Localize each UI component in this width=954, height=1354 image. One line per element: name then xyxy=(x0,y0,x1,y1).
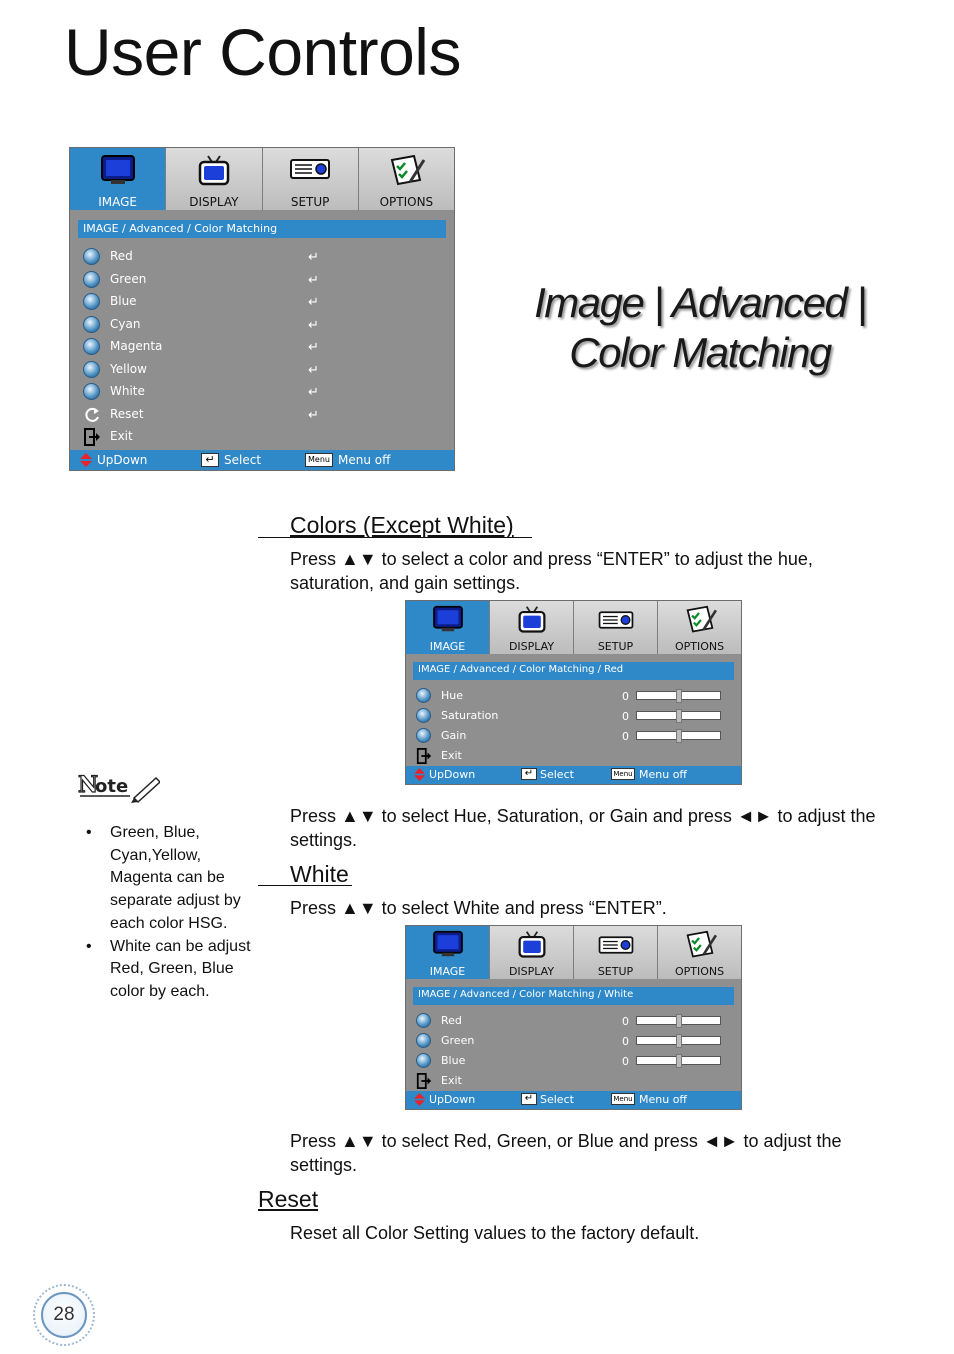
tab-image[interactable]: IMAGE xyxy=(70,148,166,210)
footer-select: Select xyxy=(224,453,262,467)
note-item: • White can be adjust Red, Green, Blue color by each. xyxy=(86,936,258,1004)
menu-key-icon: Menu xyxy=(611,1093,635,1105)
osd-item-blue[interactable]: Blue 0 xyxy=(406,1051,741,1071)
osd-item-magenta[interactable]: Magenta ↵ xyxy=(70,336,454,359)
color-circle-icon xyxy=(416,708,431,723)
osd-tab-bar xyxy=(406,926,741,979)
hue-slider[interactable] xyxy=(636,691,721,700)
colors-heading: Colors (Except White) xyxy=(290,512,514,538)
enter-icon: ↵ xyxy=(308,295,319,310)
tv-icon xyxy=(516,605,548,635)
enter-key-icon: ↵ xyxy=(521,768,537,780)
checklist-icon xyxy=(682,930,718,960)
projector-icon xyxy=(596,932,636,958)
osd-item-exit[interactable]: Exit xyxy=(70,426,454,449)
enter-key-icon: ↵ xyxy=(201,453,219,467)
osd-item-green[interactable]: Green ↵ xyxy=(70,269,454,292)
projector-icon xyxy=(596,607,636,633)
exit-icon xyxy=(83,428,101,446)
white-heading: White xyxy=(290,861,349,887)
enter-icon: ↵ xyxy=(308,407,319,423)
tab-image[interactable]: IMAGE xyxy=(406,926,490,979)
exit-icon xyxy=(416,748,432,764)
colors-paragraph-1: Press ▲▼ to select a color and press “ENTER” to adjust the hue, saturation, and gain settings. xyxy=(290,549,813,593)
tab-display[interactable]: DISPLAY xyxy=(490,926,574,979)
red-slider-knob[interactable] xyxy=(676,1014,682,1028)
updown-icon xyxy=(414,768,425,781)
footer-select: Select xyxy=(540,768,574,781)
osd-menu-red xyxy=(405,600,742,785)
osd-item-red[interactable]: Red ↵ xyxy=(70,246,454,269)
osd-footer xyxy=(406,766,741,784)
tab-display[interactable]: DISPLAY xyxy=(490,601,574,654)
checklist-icon xyxy=(682,605,718,635)
note-logo-icon xyxy=(76,770,160,814)
osd-footer xyxy=(70,450,454,470)
checklist-icon xyxy=(386,154,426,188)
note-item: • Green, Blue, Cyan,Yellow, Magenta can be separate adjust by each color HSG. xyxy=(86,822,258,936)
reset-icon xyxy=(83,406,101,424)
footer-updown: UpDown xyxy=(429,768,476,781)
reset-paragraph: Reset all Color Setting values to the factory default. xyxy=(290,1223,700,1243)
enter-icon: ↵ xyxy=(308,340,319,355)
enter-icon: ↵ xyxy=(308,385,319,400)
section-title-line1: Image | Advanced | xyxy=(534,279,866,326)
gain-slider[interactable] xyxy=(636,731,721,740)
svg-text:N: N xyxy=(78,772,99,798)
enter-icon: ↵ xyxy=(308,362,319,378)
enter-icon: ↵ xyxy=(308,317,319,333)
green-slider-knob[interactable] xyxy=(676,1034,682,1048)
osd-menu-white xyxy=(405,925,742,1110)
tab-options[interactable]: OPTIONS xyxy=(359,148,454,210)
osd-item-white[interactable]: White ↵ xyxy=(70,381,454,404)
color-circle-icon xyxy=(416,1033,431,1048)
osd-item-exit[interactable]: Exit xyxy=(406,746,741,766)
projector-icon xyxy=(288,154,332,184)
osd-item-exit[interactable]: Exit xyxy=(406,1071,741,1091)
osd-item-hue[interactable]: Hue 0 xyxy=(406,686,741,706)
color-circle-icon xyxy=(83,293,100,310)
tv-icon xyxy=(516,930,548,960)
tab-options[interactable]: OPTIONS xyxy=(658,601,741,654)
colors-paragraph-2: Press ▲▼ to select Hue, Saturation, or Gain and press ◄► to adjust the settings. xyxy=(290,806,876,850)
osd-tab-bar xyxy=(70,148,454,210)
tab-setup[interactable]: SETUP xyxy=(574,926,658,979)
blue-slider-knob[interactable] xyxy=(676,1054,682,1068)
section-title-line2: Color Matching xyxy=(569,329,831,376)
tab-image[interactable]: IMAGE xyxy=(406,601,490,654)
tab-display[interactable]: DISPLAY xyxy=(166,148,262,210)
updown-icon xyxy=(414,1093,425,1106)
color-circle-icon xyxy=(83,248,100,265)
color-circle-icon xyxy=(416,1013,431,1028)
color-circle-icon xyxy=(83,316,100,333)
white-paragraph-2: Press ▲▼ to select Red, Green, or Blue and press ◄► to adjust the settings. xyxy=(290,1131,842,1175)
note-list xyxy=(86,822,258,1004)
updown-icon xyxy=(80,453,92,467)
tab-options[interactable]: OPTIONS xyxy=(658,926,741,979)
monitor-icon xyxy=(431,605,465,633)
footer-menu-off: Menu off xyxy=(639,1093,688,1106)
osd-item-reset[interactable]: Reset ↵ xyxy=(70,404,454,427)
color-circle-icon xyxy=(416,688,431,703)
svg-text:ote: ote xyxy=(95,776,129,797)
osd-breadcrumb: IMAGE / Advanced / Color Matching / Red xyxy=(413,662,734,680)
tv-icon xyxy=(196,154,232,188)
enter-icon: ↵ xyxy=(308,250,319,265)
green-slider[interactable] xyxy=(636,1036,721,1045)
reset-heading: Reset xyxy=(258,1186,319,1212)
gain-slider-knob[interactable] xyxy=(676,729,682,743)
osd-item-saturation[interactable]: Saturation 0 xyxy=(406,706,741,726)
hue-slider-knob[interactable] xyxy=(676,689,682,703)
osd-breadcrumb: IMAGE / Advanced / Color Matching xyxy=(78,220,446,238)
tab-setup[interactable]: SETUP xyxy=(574,601,658,654)
color-circle-icon xyxy=(83,383,100,400)
menu-key-icon: Menu xyxy=(305,453,333,467)
osd-item-red[interactable]: Red 0 xyxy=(406,1011,741,1031)
color-circle-icon xyxy=(416,728,431,743)
page-number: 28 xyxy=(41,1292,87,1338)
monitor-icon xyxy=(431,930,465,958)
enter-icon: ↵ xyxy=(308,272,319,288)
osd-item-gain[interactable]: Gain 0 xyxy=(406,726,741,746)
footer-select: Select xyxy=(540,1093,574,1106)
red-slider[interactable] xyxy=(636,1016,721,1025)
color-circle-icon xyxy=(83,361,100,378)
color-circle-icon xyxy=(83,271,100,288)
osd-footer xyxy=(406,1091,741,1109)
blue-slider[interactable] xyxy=(636,1056,721,1065)
page-title: User Controls xyxy=(64,15,461,89)
monitor-icon xyxy=(99,154,137,186)
footer-menu-off: Menu off xyxy=(639,768,688,781)
page-number-badge xyxy=(33,1284,95,1346)
footer-updown: UpDown xyxy=(97,453,148,467)
osd-breadcrumb: IMAGE / Advanced / Color Matching / White xyxy=(413,987,734,1005)
osd-tab-bar xyxy=(406,601,741,654)
footer-updown: UpDown xyxy=(429,1093,476,1106)
osd-item-cyan[interactable]: Cyan ↵ xyxy=(70,314,454,337)
osd-item-blue[interactable]: Blue ↵ xyxy=(70,291,454,314)
section-title xyxy=(490,278,910,378)
osd-menu-color-matching xyxy=(69,147,455,471)
color-circle-icon xyxy=(83,338,100,355)
osd-item-yellow[interactable]: Yellow ↵ xyxy=(70,359,454,382)
saturation-slider-knob[interactable] xyxy=(676,709,682,723)
saturation-slider[interactable] xyxy=(636,711,721,720)
exit-icon xyxy=(416,1073,432,1089)
footer-menu-off: Menu off xyxy=(338,453,391,467)
enter-key-icon: ↵ xyxy=(521,1093,537,1105)
osd-item-green[interactable]: Green 0 xyxy=(406,1031,741,1051)
white-paragraph-1: Press ▲▼ to select White and press “ENTER”. xyxy=(290,898,667,918)
tab-setup[interactable]: SETUP xyxy=(263,148,359,210)
menu-key-icon: Menu xyxy=(611,768,635,780)
color-circle-icon xyxy=(416,1053,431,1068)
